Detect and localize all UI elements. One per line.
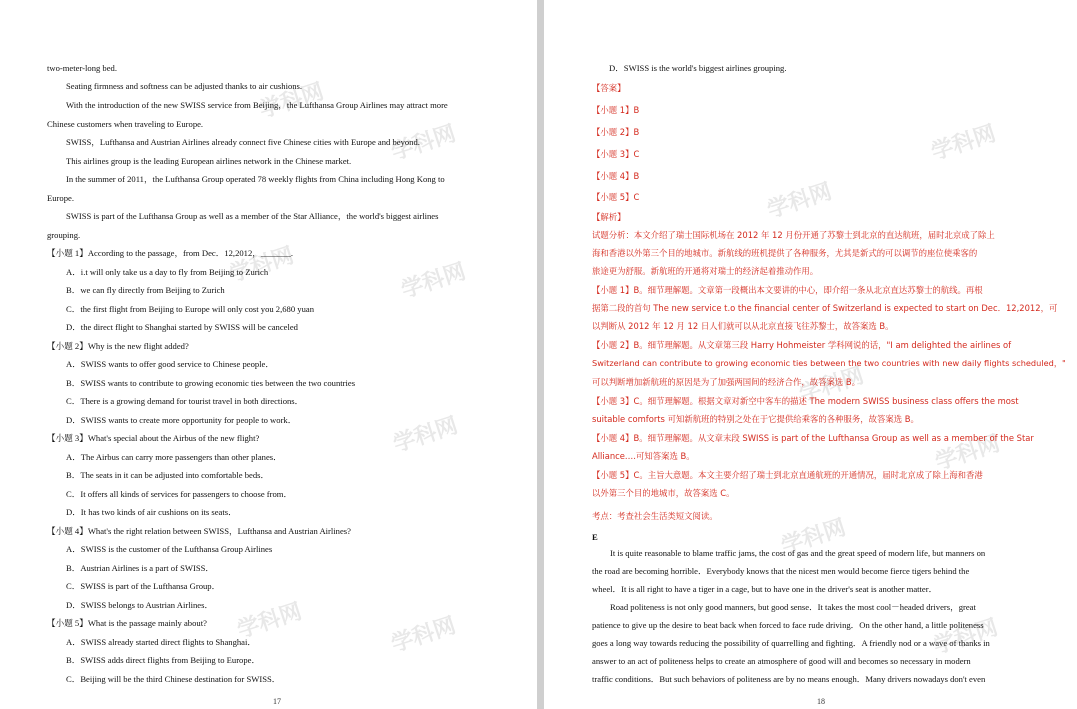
watermark: 学科网 — [764, 179, 835, 224]
option: D．SWISS wants to create more opportunity for people to work． — [66, 415, 297, 425]
text-line: With the introduction of the new SWISS service from Beijing，the Lufthansa Group Airlines may attract more — [66, 100, 448, 110]
text-line: Chinese customers when traveling to Europe. — [47, 119, 204, 129]
analysis-header: 【解析】 — [592, 212, 626, 222]
watermark: 学科网 — [930, 615, 1001, 660]
text-line: SWISS，Lufthansa and Austrian Airlines already connect five Chinese cities with Europe and beyond. — [66, 137, 420, 147]
option: C．There is a growing demand for tourist travel in both directions． — [66, 396, 304, 406]
answer-item: 【小题 5】C — [592, 192, 640, 202]
watermark: 学科网 — [388, 613, 459, 658]
analysis-line: Switzerland can contribute to growing economic ties between the two countries with new daily flights scheduled，" — [592, 358, 1066, 368]
analysis-line: 【小题 3】C。细节理解题。根据文章对新空中客车的描述 The modern SWISS business class offers the most — [592, 396, 1019, 406]
watermark: 学科网 — [226, 243, 297, 288]
answer-header: 【答案】 — [592, 83, 626, 93]
option: A．The Airbus can carry more passengers than other planes． — [66, 452, 282, 462]
passage-line: wheel．It is all right to have a tiger in a cage, but to have one in the driver's seat is another matter． — [592, 584, 938, 594]
page-gutter — [537, 0, 544, 709]
option: D．the direct flight to Shanghai started by SWISS will be canceled — [66, 322, 298, 332]
analysis-line: 【小题 2】B。细节理解题。从文章第三段 Harry Hohmeister 学科网说的话，"I am delighted the airlines of — [592, 340, 1012, 350]
option: C．Beijing will be the third Chinese destination for SWISS． — [66, 674, 281, 684]
analysis-line: 以外第三个目的地城市，故答案选 C。 — [592, 488, 735, 498]
watermark: 学科网 — [398, 259, 469, 304]
passage-line: goes a long way towards reducing the possibility of quarrelling and fighting．A friendly nod or a wave of thanks in — [592, 638, 990, 648]
watermark: 学科网 — [928, 121, 999, 166]
option: D．SWISS is the world's biggest airlines grouping. — [609, 63, 787, 73]
text-line: two-meter-long bed. — [47, 63, 117, 73]
watermark: 学科网 — [390, 413, 461, 458]
option: C．It offers all kinds of services for passengers to choose from． — [66, 489, 293, 499]
question-stem: 【小题 5】What is the passage mainly about? — [47, 618, 207, 628]
text-line: Seating firmness and softness can be adjusted thanks to air cushions. — [66, 81, 303, 91]
text-line: In the summer of 2011，the Lufthansa Group operated 78 weekly flights from China including Hong Kong to — [66, 174, 445, 184]
passage-line: answer to an act of politeness helps to create an atmosphere of good will and becomes so necessary in modern — [592, 656, 971, 666]
text-line: SWISS is part of the Lufthansa Group as well as a member of the Star Alliance，the world's biggest airlines — [66, 211, 439, 221]
passage-line: patience to give up the desire to beat back when forced to face rude driving．On the other hand, a little politeness — [592, 620, 984, 630]
option: C．SWISS is part of the Lufthansa Group． — [66, 581, 221, 591]
passage-line: traffic conditions．But such behaviors of politeness are by no means enough．Many drivers nowadays don't even — [592, 674, 986, 684]
analysis-line: Alliance.…可知答案选 B。 — [592, 451, 695, 461]
answer-item: 【小题 4】B — [592, 171, 640, 181]
watermark: 学科网 — [388, 121, 459, 166]
watermark: 学科网 — [932, 431, 1003, 476]
option: D．It has two kinds of air cushions on its seats． — [66, 507, 237, 517]
page-number: 18 — [817, 697, 825, 706]
passage-line: It is quite reasonable to blame traffic jams, the cost of gas and the great speed of modern life, but manners on — [610, 548, 986, 558]
answer-item: 【小题 3】C — [592, 149, 640, 159]
watermark: 学科网 — [796, 363, 867, 408]
text-line: Europe. — [47, 193, 74, 203]
exam-point: 考点：考查社会生活类短文阅读。 — [592, 511, 718, 521]
analysis-line: suitable comforts 可知新航班的特别之处在于它提供给乘客的各种服务，故答案选 B。 — [592, 414, 919, 424]
option: B．Austrian Airlines is a part of SWISS． — [66, 563, 214, 573]
analysis-line: 【小题 4】B。细节理解题。从文章末段 SWISS is part of the Lufthansa Group as well as a member of the Star — [592, 433, 1034, 443]
text-line: grouping. — [47, 230, 81, 240]
question-stem: 【小题 3】What's special about the Airbus of the new flight? — [47, 433, 260, 443]
option: A．SWISS already started direct flights to Shanghai． — [66, 637, 256, 647]
question-stem: 【小题 4】What's the right relation between SWISS，Lufthansa and Austrian Airlines? — [47, 526, 351, 536]
option: B．SWISS wants to contribute to growing economic ties between the two countries — [66, 378, 356, 388]
option: C．the first flight from Beijing to Europe will only cost you 2,680 yuan — [66, 304, 314, 314]
page-left — [0, 0, 537, 709]
analysis-line: 试题分析：本文介绍了瑞士国际机场在 2012 年 12 月份开通了苏黎士到北京的直达航班，届时北京成了除上 — [592, 230, 995, 240]
option: B．we can fly directly from Beijing to Zurich — [66, 285, 225, 295]
watermark: 学科网 — [778, 515, 849, 560]
page-right — [544, 0, 1077, 709]
question-stem: 【小题 1】According to the passage，from Dec．12,2012，_______. — [47, 248, 294, 258]
watermark: 学科网 — [234, 599, 305, 644]
analysis-line: 可以判断增加新航班的原因是为了加强两国间的经济合作，故答案选 B。 — [592, 377, 861, 387]
watermark: 学科网 — [256, 79, 327, 124]
passage-line: Road politeness is not only good manners, but good sense．It takes the most cool－headed drivers，great — [610, 602, 976, 612]
analysis-line: 旅途更为舒服。新航班的开通将对瑞士的经济起着推动作用。 — [592, 266, 819, 276]
option: A．SWISS wants to offer good service to Chinese people． — [66, 359, 274, 369]
option: B．SWISS adds direct flights from Beijing to Europe． — [66, 655, 261, 665]
section-letter: E — [592, 532, 598, 542]
option: D．SWISS belongs to Austrian Airlines． — [66, 600, 214, 610]
question-stem: 【小题 2】Why is the new flight added? — [47, 341, 189, 351]
text-line: This airlines group is the leading European airlines network in the Chinese market. — [66, 156, 352, 166]
option: A．SWISS is the customer of the Lufthansa Group Airlines — [66, 544, 273, 554]
answer-item: 【小题 1】B — [592, 105, 640, 115]
analysis-line: 以判断从 2012 年 12 月 12 日人们就可以从北京直接飞往苏黎士，故答案选 B。 — [592, 321, 894, 331]
answer-item: 【小题 2】B — [592, 127, 640, 137]
passage-line: the road are becoming horrible．Everybody knows that the nicest men would become fierce tigers behind the — [592, 566, 970, 576]
option: A．i.t will only take us a day to fly from Beijing to Zurich — [66, 267, 269, 277]
option: B．The seats in it can be adjusted into comfortable beds． — [66, 470, 270, 480]
page-number: 17 — [273, 697, 281, 706]
analysis-line: 海和香港以外第三个目的地城市。新航线的班机提供了各种服务，尤其是新式的可以调节的座位使乘客的 — [592, 248, 978, 258]
analysis-line: 【小题 5】C。主旨大意题。本文主要介绍了瑞士到北京直通航班的开通情况，届时北京成了除上海和香港 — [592, 470, 983, 480]
analysis-line: 据第二段的首句 The new service t.o the financial center of Switzerland is expected to start on Dec．12,2012，可 — [592, 303, 1058, 313]
analysis-line: 【小题 1】B。细节理解题。文章第一段概出本文要讲的中心，即介绍一条从北京直达苏黎士的航线。再根 — [592, 285, 983, 295]
